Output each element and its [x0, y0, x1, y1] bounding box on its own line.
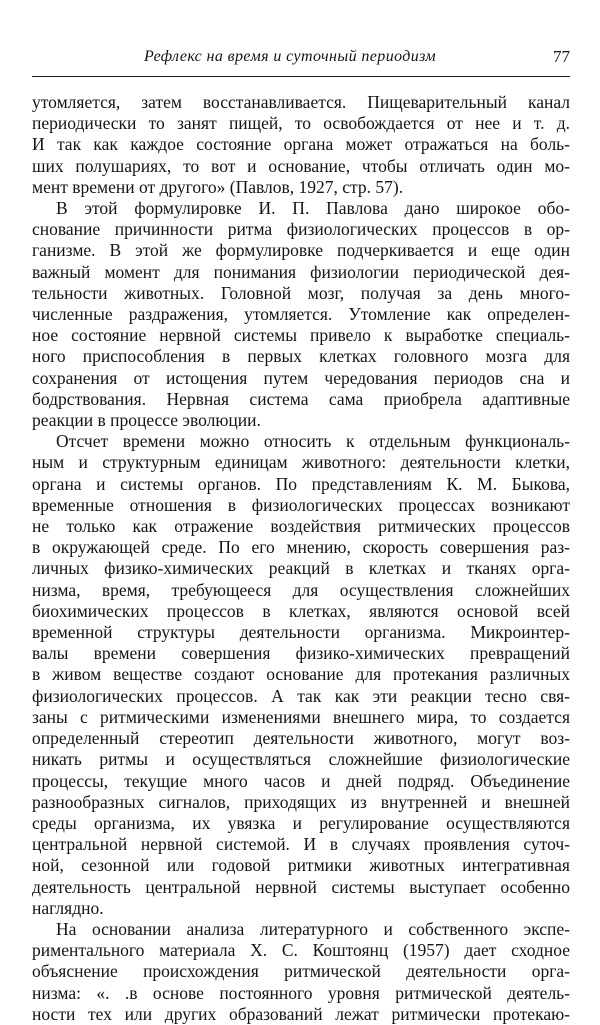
text-line: в окружающей среде. По его мнению, скорость совершения раз- — [32, 537, 570, 558]
text-line: утомляется, затем восстанавливается. Пищеварительный канал — [32, 92, 570, 112]
text-line: валы времени совершения физико-химических превращений — [32, 643, 570, 664]
text-line: заны с ритмическими изменениями внешнего мира, то создается — [32, 706, 570, 727]
text-line: ной, сезонной или годовой ритмики животных интегративная — [32, 855, 570, 876]
text-line: Отсчет времени можно относить к отдельным функциональ- — [56, 431, 570, 452]
text-line: снование причинности ритма физиологических процессов в ор- — [32, 219, 570, 240]
text-line: ших полушариях, то вот и основание, чтобы отличать один мо- — [32, 155, 570, 176]
running-title: Рефлекс на время и суточный периодизм — [144, 48, 437, 65]
text-line: важный момент для понимания физиологии периодической дея- — [32, 261, 570, 282]
text-line: ганизме. В этой же формулировке подчеркивается и еще один — [32, 240, 570, 261]
text-line: ного приспособления в первых клетках головного мозга для — [32, 346, 570, 367]
text-line: низма: «. .в основе постоянного уровня ритмической деятель- — [32, 982, 570, 1003]
text-line: центральной нервной системой. И в случаях проявления суточ- — [32, 834, 570, 855]
text-line: ное состояние нервной системы привело к выработке специаль- — [32, 325, 570, 346]
running-header — [32, 42, 570, 77]
text-line: не только как отражение воздействия ритмических процессов — [32, 516, 570, 537]
text-line: И так как каждое состояние органа может отражаться на боль- — [32, 134, 570, 155]
text-line: ным и структурным единицам животного: деятельности клетки, — [32, 452, 570, 473]
text-line: объяснение происхождения ритмической деятельности орга- — [32, 961, 570, 982]
text-line: сохранения от истощения путем чередования периодов сна и — [32, 367, 570, 388]
text-line: органа и системы органов. По представлениям К. М. Быкова, — [32, 473, 570, 494]
text-line: определенный стереотип деятельности животного, могут воз- — [32, 728, 570, 749]
text-line: процессы, текущие много часов и дней подряд. Объединение — [32, 770, 570, 791]
page-number: 77 — [553, 47, 570, 66]
text-line: периодически то занят пищей, то освобождается от нее и т. д. — [32, 113, 570, 134]
text-line: биохимических процессов в клетках, являются основой всей — [32, 600, 570, 621]
text-line: мент времени от другого» (Павлов, 1927, стр. 57). — [32, 176, 404, 197]
text-line: численные раздражения, утомляется. Утомление как определен- — [32, 304, 570, 325]
text-line: временной структуры деятельности организма. Микроинтер- — [32, 622, 570, 643]
text-line: ности тех или других образований лежат ритмически протекаю- — [32, 1003, 570, 1024]
text-line: физиологических процессов. А так как эти реакции тесно свя- — [32, 685, 570, 706]
text-line: низма, время, требующееся для осуществления сложнейших — [32, 579, 570, 600]
text-line: деятельность центральной нервной системы выступает особенно — [32, 876, 570, 897]
text-line: На основании анализа литературного и собственного экспе- — [56, 918, 570, 939]
text-line: реакции в процессе эволюции. — [32, 410, 261, 431]
text-line: личных физико-химических реакций в клетках и тканях орга- — [32, 558, 570, 579]
text-line: временные отношения в физиологических процессах возникают — [32, 494, 570, 515]
text-line: тельности животных. Головной мозг, получая за день много- — [32, 282, 570, 303]
body-text — [32, 92, 570, 1025]
text-line: среды организма, их увязка и регулирование осуществляются — [32, 812, 570, 833]
text-line: в живом веществе создают основание для протекания различных — [32, 664, 570, 685]
text-line: наглядно. — [32, 897, 104, 918]
text-line: разнообразных сигналов, приходящих из внутренней и внешней — [32, 791, 570, 812]
text-line: бодрствования. Нервная система сама приобрела адаптивные — [32, 388, 570, 409]
text-line: В этой формулировке И. П. Павлова дано широкое обо- — [56, 198, 570, 219]
text-line: никать ритмы и осуществляться сложнейшие физиологические — [32, 749, 570, 770]
text-line: риментального материала Х. С. Коштоянц (1957) дает сходное — [32, 940, 570, 961]
